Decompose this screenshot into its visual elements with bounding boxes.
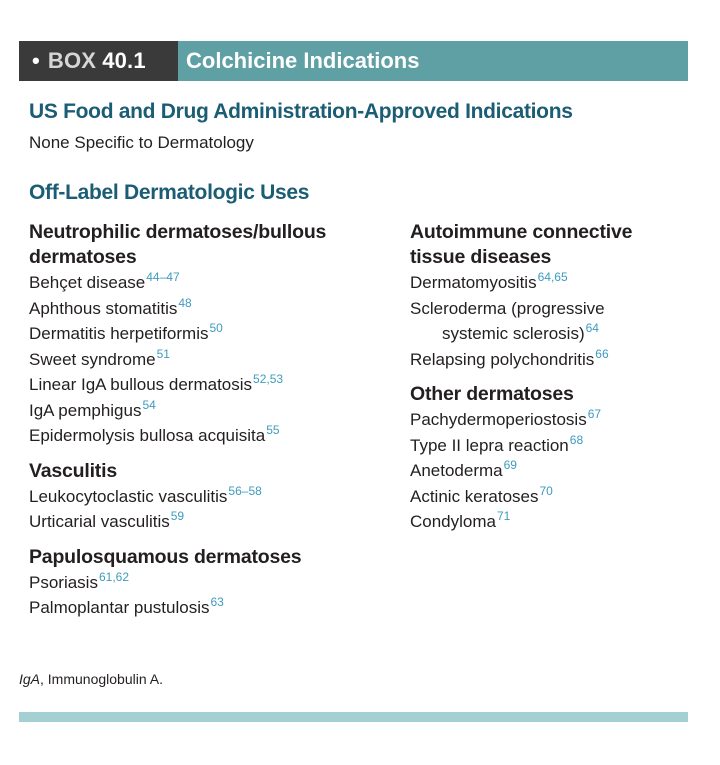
indication-name: Urticarial vasculitis bbox=[29, 512, 170, 531]
indication-name: Pachydermoperiostosis bbox=[410, 410, 587, 429]
indication-item bbox=[29, 595, 389, 621]
indication-item bbox=[29, 347, 389, 373]
indication-item bbox=[29, 423, 389, 449]
box-number: 40.1 bbox=[102, 48, 146, 73]
indication-name: Dermatitis herpetiformis bbox=[29, 324, 209, 343]
indication-group bbox=[29, 459, 389, 535]
indication-item bbox=[29, 398, 389, 424]
indication-name: Epidermolysis bullosa acquisita bbox=[29, 426, 266, 445]
reference-superscript: 59 bbox=[170, 509, 185, 524]
indication-item bbox=[29, 484, 389, 510]
reference-superscript: 50 bbox=[209, 321, 223, 336]
reference-superscript: 55 bbox=[266, 423, 280, 438]
indication-group bbox=[29, 220, 389, 449]
reference-superscript: 61,62 bbox=[98, 569, 129, 584]
footnote-text: , Immunoglobulin A. bbox=[40, 671, 163, 687]
bottom-rule bbox=[19, 712, 688, 722]
indication-item bbox=[29, 270, 389, 296]
box-number-label bbox=[19, 41, 178, 81]
indication-name: Anetoderma bbox=[410, 461, 503, 480]
reference-superscript: 64,65 bbox=[537, 270, 568, 285]
indication-name: Scleroderma (progressive systemic sclerosis) bbox=[410, 298, 605, 343]
fda-text: None Specific to Dermatology bbox=[29, 133, 254, 152]
indication-name: Dermatomyositis bbox=[410, 273, 537, 292]
indication-item bbox=[410, 458, 720, 484]
reference-superscript: 51 bbox=[156, 346, 170, 361]
indication-item bbox=[410, 433, 720, 459]
indication-item bbox=[410, 296, 672, 347]
group-title: Autoimmune connective tissue diseases bbox=[410, 221, 633, 268]
right-column bbox=[410, 220, 720, 545]
group-title: Neutrophilic dermatoses/bullous dermatoses bbox=[29, 221, 327, 268]
box-title: Colchicine Indications bbox=[178, 41, 688, 81]
indication-name: Leukocytoclastic vasculitis bbox=[29, 486, 228, 506]
indication-name: Aphthous stomatitis bbox=[29, 298, 178, 318]
indication-name: Actinic keratoses bbox=[410, 486, 539, 506]
indication-name: Condyloma bbox=[410, 512, 496, 531]
bullet-icon: • bbox=[32, 48, 40, 73]
indication-item bbox=[410, 509, 720, 535]
indication-group bbox=[410, 382, 720, 535]
fda-heading: US Food and Drug Administration-Approved Indications bbox=[29, 100, 573, 123]
reference-superscript: 56–58 bbox=[228, 483, 262, 498]
indication-item bbox=[410, 407, 720, 433]
indication-item bbox=[29, 570, 389, 596]
left-column bbox=[29, 220, 389, 631]
indication-name: Sweet syndrome bbox=[29, 349, 156, 369]
indication-group bbox=[29, 545, 389, 621]
indication-item bbox=[29, 321, 389, 347]
indication-name: IgA pemphigus bbox=[29, 400, 142, 420]
indication-name: Linear IgA bullous dermatosis bbox=[29, 375, 253, 394]
reference-superscript: 64 bbox=[585, 321, 599, 336]
indication-name: Behçet disease bbox=[29, 273, 146, 292]
reference-superscript: 70 bbox=[539, 483, 553, 498]
reference-superscript: 71 bbox=[497, 509, 511, 524]
reference-superscript: 63 bbox=[210, 595, 224, 610]
indication-name: Relapsing polychondritis bbox=[410, 349, 595, 369]
group-title: Papulosquamous dermatoses bbox=[29, 545, 302, 568]
indication-item bbox=[410, 347, 720, 373]
indication-item bbox=[29, 372, 389, 398]
box-header bbox=[19, 41, 688, 81]
indication-item bbox=[410, 270, 720, 296]
indication-name: Psoriasis bbox=[29, 572, 98, 592]
indication-item bbox=[410, 484, 720, 510]
reference-superscript: 54 bbox=[142, 397, 156, 412]
indication-group bbox=[410, 220, 720, 372]
group-title: Vasculitis bbox=[29, 459, 117, 482]
reference-superscript: 68 bbox=[569, 432, 584, 447]
indication-name: Type II lepra reaction bbox=[410, 435, 569, 455]
box-word: BOX bbox=[47, 48, 97, 73]
offlabel-heading: Off-Label Dermatologic Uses bbox=[29, 181, 310, 204]
reference-superscript: 44–47 bbox=[146, 270, 180, 285]
indication-item bbox=[29, 509, 389, 535]
group-title: Other dermatoses bbox=[410, 383, 574, 405]
footnote bbox=[19, 671, 163, 687]
reference-superscript: 69 bbox=[503, 458, 517, 473]
reference-superscript: 52,53 bbox=[253, 372, 284, 387]
reference-superscript: 67 bbox=[587, 407, 602, 422]
reference-superscript: 66 bbox=[595, 346, 609, 361]
indication-item bbox=[29, 296, 389, 322]
reference-superscript: 48 bbox=[178, 295, 192, 310]
indication-name: Palmoplantar pustulosis bbox=[29, 598, 210, 617]
footnote-abbreviation: IgA bbox=[19, 671, 41, 687]
